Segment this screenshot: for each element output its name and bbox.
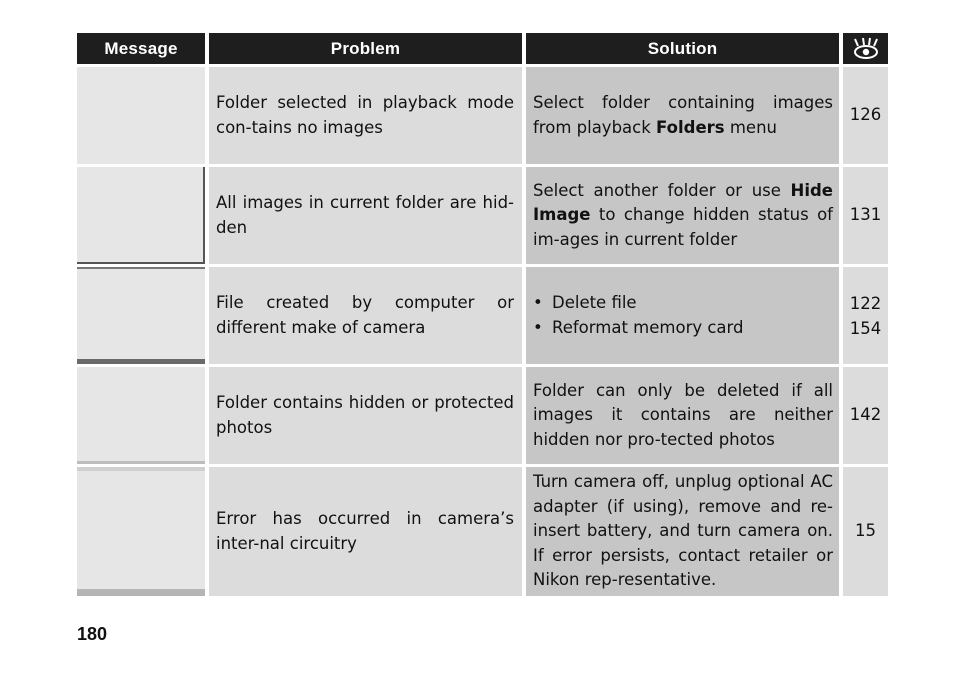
message-frame-edge xyxy=(77,267,205,269)
page-reference: 122 xyxy=(849,293,882,313)
problem-cell xyxy=(209,67,522,164)
page-number: 180 xyxy=(77,624,108,644)
message-frame-edge xyxy=(203,167,205,264)
bullet: • xyxy=(533,317,543,337)
list-item: • Reformat memory card xyxy=(533,316,744,341)
message-frame-edge xyxy=(77,262,205,264)
page-reference-cell xyxy=(843,267,888,364)
problem-text: All images in current folder are hid-den xyxy=(216,193,514,237)
header-problem: Problem xyxy=(209,33,522,64)
message-frame-edge xyxy=(77,589,205,596)
solution-text: Turn camera off, unplug optional AC adapter (if using), remove and re-insert battery, and turn camera on. If error persists, contact retailer or Nikon rep-resentative. xyxy=(533,472,833,590)
solution-list xyxy=(533,291,744,340)
message-frame-edge xyxy=(77,461,205,464)
solution-text: Folder can only be deleted if all images it contains are neither hidden nor pro-tected photos xyxy=(533,380,833,449)
problem-text: Folder contains hidden or protected photos xyxy=(216,393,514,437)
problem-text: File created by computer or different make of camera xyxy=(216,293,514,337)
header-message: Message xyxy=(77,33,205,64)
page-reference: 15 xyxy=(855,521,876,541)
page-reference-cell xyxy=(843,67,888,164)
problem-cell xyxy=(209,267,522,364)
problem-cell xyxy=(209,167,522,264)
page-reference: 142 xyxy=(849,405,882,425)
header-solution: Solution xyxy=(526,33,839,64)
eye-lashes-icon xyxy=(852,37,880,61)
list-item: • Delete file xyxy=(533,291,744,316)
message-frame-edge xyxy=(77,467,205,471)
message-cell xyxy=(77,367,205,464)
page-reference-cell xyxy=(843,467,888,596)
page-reference: 131 xyxy=(849,205,882,225)
page-reference: 154 xyxy=(849,318,882,338)
page-reference: 126 xyxy=(849,105,882,125)
solution-cell xyxy=(526,267,839,364)
solution-cell xyxy=(526,367,839,464)
problem-cell xyxy=(209,367,522,464)
message-frame-edge xyxy=(77,359,205,364)
bullet: • xyxy=(533,293,543,312)
solution-cell xyxy=(526,467,839,596)
page-reference-cell xyxy=(843,167,888,264)
solution-text: Select another folder or use Hide Image to change hidden status of im-ages in current folder xyxy=(533,180,833,249)
problem-text: Error has occurred in camera’s inter-nal circuitry xyxy=(216,509,514,553)
message-cell xyxy=(77,167,205,264)
header-reference xyxy=(843,33,888,64)
message-cell xyxy=(77,267,205,364)
page-reference-cell xyxy=(843,367,888,464)
problem-text: Folder selected in playback mode con-tains no images xyxy=(216,93,514,137)
message-cell xyxy=(77,67,205,164)
solution-cell xyxy=(526,167,839,264)
solution-cell xyxy=(526,67,839,164)
problem-cell xyxy=(209,467,522,596)
solution-text: Select folder containing images from playback Folders menu xyxy=(533,93,833,137)
message-cell xyxy=(77,467,205,596)
